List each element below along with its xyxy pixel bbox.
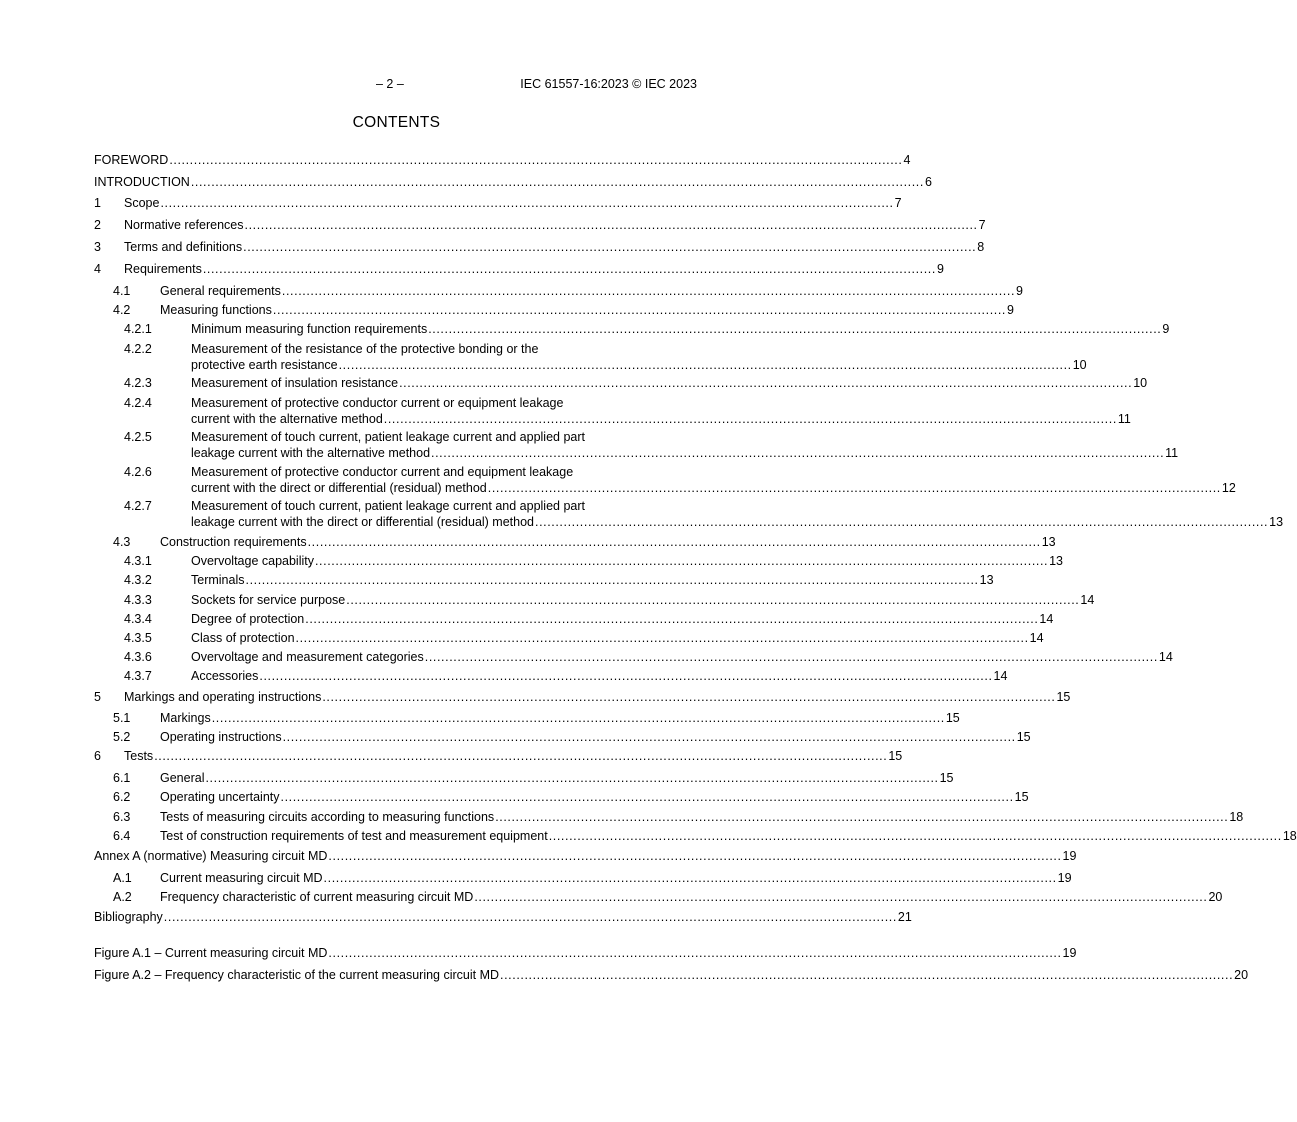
toc-entry-number: 4.2 [113, 303, 131, 317]
toc-entry-number: 4.2.4 [124, 396, 152, 410]
toc-entry-title: Scope [124, 196, 160, 210]
toc-entry-title: current with the direct or differential (residual) method [191, 481, 487, 495]
toc-entry-number: A.1 [113, 871, 132, 885]
toc-entry-title: Terminals [191, 573, 245, 587]
toc-entry-number: 6.2 [113, 790, 131, 804]
toc-entry-title: Construction requirements [160, 535, 307, 549]
toc-entry-title: Sockets for service purpose [191, 593, 346, 607]
toc-entry-page: 9 [1162, 322, 1170, 336]
toc-entry-title: Terms and definitions [124, 240, 243, 254]
dot-leader: .................................................................................................................................................................................... [169, 153, 903, 167]
toc-entry-title: leakage current with the alternative method [191, 446, 431, 460]
toc-entry-page: 11 [1117, 412, 1131, 426]
toc-entry[interactable] [94, 810, 1244, 826]
toc-entry-title: Measurement of touch current, patient leakage current and applied part [191, 430, 585, 444]
toc-entry-title: Bibliography [94, 910, 163, 924]
toc-entry[interactable] [94, 593, 1095, 609]
toc-entry[interactable] [94, 612, 1054, 628]
toc-entry[interactable] [94, 196, 902, 212]
dot-leader: .................................................................................................................................................................................... [328, 946, 1062, 960]
toc-entry-number: 5 [94, 690, 101, 704]
toc-entry-page: 18 [1229, 810, 1244, 824]
toc-entry[interactable] [94, 790, 1029, 806]
toc-entry-page: 6 [924, 175, 932, 189]
dot-leader: .................................................................................................................................................................................... [259, 669, 993, 683]
toc-entry-number: 4.2.3 [124, 376, 152, 390]
toc-entry-title: Requirements [124, 262, 202, 276]
dot-leader: .................................................................................................................................................................................... [245, 573, 979, 587]
toc-entry[interactable] [94, 554, 1064, 570]
toc-entry-page: 9 [1016, 284, 1023, 298]
toc-entry[interactable] [94, 669, 1008, 685]
toc-entry-number: 4.3.2 [124, 573, 152, 587]
toc-entry-page: 15 [945, 711, 960, 725]
toc-entry-number: 6.1 [113, 771, 131, 785]
toc-entry-title: Markings and operating instructions [124, 690, 322, 704]
dot-leader: .................................................................................................................................................................................... [431, 446, 1165, 460]
toc-entry[interactable] [94, 631, 1044, 647]
toc-entry[interactable] [94, 218, 986, 234]
toc-entry-page: 7 [894, 196, 902, 210]
toc-entry-page: 12 [1221, 481, 1236, 495]
dot-leader: .................................................................................................................................................................................... [500, 968, 1234, 982]
toc-entry-title: Operating uncertainty [160, 790, 280, 804]
dot-leader: .................................................................................................................................................................................... [305, 612, 1039, 626]
toc-entry[interactable] [94, 890, 1223, 906]
toc-entry[interactable] [94, 284, 1023, 300]
dot-leader: .................................................................................................................................................................................... [244, 218, 978, 232]
toc-entry[interactable] [94, 749, 903, 765]
toc-entry-number: 2 [94, 218, 101, 232]
toc-entry-page: 9 [936, 262, 944, 276]
toc-entry-title: Markings [160, 711, 211, 725]
toc-entry[interactable] [94, 240, 985, 256]
toc-entry-page: 7 [978, 218, 986, 232]
toc-entry-title: Measurement of insulation resistance [191, 376, 399, 390]
toc-entry-page: 14 [993, 669, 1008, 683]
toc-entry[interactable] [94, 730, 1031, 746]
toc-entry-number: 4.2.6 [124, 465, 152, 479]
toc-entry-number: 4.3.4 [124, 612, 152, 626]
toc-entry[interactable] [94, 303, 1014, 319]
toc-entry[interactable] [94, 376, 1148, 392]
toc-entry[interactable] [94, 910, 912, 926]
toc-entry-number: 4.3 [113, 535, 131, 549]
dot-leader: .................................................................................................................................................................................... [322, 690, 1056, 704]
toc-entry[interactable] [94, 396, 1131, 428]
dot-leader: .................................................................................................................................................................................... [548, 829, 1282, 843]
toc-entry-number: 4.3.6 [124, 650, 152, 664]
toc-entry-page: 19 [1062, 849, 1077, 863]
toc-entry[interactable] [94, 690, 1071, 706]
toc-entry-title: Minimum measuring function requirements [191, 322, 428, 336]
toc-entry[interactable] [94, 262, 944, 278]
toc-entry-page: 11 [1165, 446, 1179, 460]
dot-leader: .................................................................................................................................................................................... [281, 284, 1016, 298]
toc-entry-number: 4.2.2 [124, 342, 152, 356]
toc-entry[interactable] [94, 711, 960, 727]
page-header [0, 77, 793, 93]
toc-entry-page: 4 [903, 153, 911, 167]
toc-entry-title: Normative references [124, 218, 244, 232]
dot-leader: .................................................................................................................................................................................... [202, 262, 936, 276]
dot-leader: .................................................................................................................................................................................... [535, 515, 1269, 529]
toc-entry-page: 10 [1072, 358, 1087, 372]
toc-entry-page: 19 [1062, 946, 1077, 960]
toc-entry-page: 9 [1007, 303, 1014, 317]
dot-leader: .................................................................................................................................................................................... [190, 175, 924, 189]
toc-entry-title: Overvoltage capability [191, 554, 314, 568]
toc-entry[interactable] [94, 342, 1087, 374]
toc-entry-title: FOREWORD [94, 153, 169, 167]
toc-entry[interactable] [94, 175, 932, 191]
toc-entry[interactable] [94, 153, 911, 169]
dot-leader: .................................................................................................................................................................................... [272, 303, 1006, 317]
toc-entry[interactable] [94, 322, 1170, 338]
dot-leader: .................................................................................................................................................................................... [323, 871, 1057, 885]
dot-leader: .................................................................................................................................................................................... [154, 749, 888, 763]
toc-entry-page: 14 [1039, 612, 1054, 626]
toc-entry-page: 13 [1049, 554, 1064, 568]
toc-entry-page: 15 [1016, 730, 1031, 744]
toc-entry-number: 4.3.3 [124, 593, 152, 607]
toc-entry[interactable] [94, 650, 1173, 666]
toc-entry-page: 14 [1029, 631, 1044, 645]
toc-entry-page: 10 [1133, 376, 1148, 390]
toc-entry-number: 4.2.5 [124, 430, 152, 444]
toc-entry-title: protective earth resistance [191, 358, 338, 372]
toc-entry-number: 5.1 [113, 711, 131, 725]
toc-entry-page: 20 [1208, 890, 1223, 904]
toc-entry-number: 5.2 [113, 730, 131, 744]
toc-entry-title: General requirements [160, 284, 281, 298]
toc-entry-title: Measurement of touch current, patient leakage current and applied part [191, 499, 585, 513]
dot-leader: .................................................................................................................................................................................... [205, 771, 939, 785]
toc-entry-title: Tests [124, 749, 154, 763]
toc-entry-page: 14 [1158, 650, 1173, 664]
dot-leader: .................................................................................................................................................................................... [282, 730, 1016, 744]
toc-entry-number: 4 [94, 262, 101, 276]
toc-entry-number: 4.1 [113, 284, 131, 298]
toc-entry-number: 4.2.7 [124, 499, 152, 513]
toc-entry-page: 14 [1080, 593, 1095, 607]
toc-entry-number: 4.2.1 [124, 322, 152, 336]
toc-entry-page: 15 [1056, 690, 1071, 704]
document-reference: IEC 61557-16:2023 © IEC 2023 [520, 77, 697, 91]
toc-entry-number: 1 [94, 196, 101, 210]
toc-entry[interactable] [94, 499, 1284, 531]
toc-entry-page: 18 [1282, 829, 1297, 843]
dot-leader: .................................................................................................................................................................................... [495, 810, 1229, 824]
toc-entry-title: Measuring functions [160, 303, 272, 317]
toc-entry-title: Measurement of protective conductor current and equipment leakage [191, 465, 574, 479]
toc-entry-title: Current measuring circuit MD [160, 871, 323, 885]
dot-leader: .................................................................................................................................................................................... [487, 481, 1221, 495]
toc-entry-number: 4.3.5 [124, 631, 152, 645]
toc-entry-title: leakage current with the direct or differential (residual) method [191, 515, 534, 529]
toc-entry-title: Measurement of the resistance of the protective bonding or the [191, 342, 539, 356]
dot-leader: .................................................................................................................................................................................... [328, 849, 1062, 863]
toc-entry-title: Overvoltage and measurement categories [191, 650, 424, 664]
toc-entry-title: INTRODUCTION [94, 175, 190, 189]
toc-entry-title: General [160, 771, 205, 785]
toc-entry-number: 6.4 [113, 829, 131, 843]
dot-leader: .................................................................................................................................................................................... [424, 650, 1158, 664]
toc-entry-page: 21 [897, 910, 912, 924]
toc-entry[interactable] [94, 871, 1072, 887]
toc-entry-page: 8 [977, 240, 985, 254]
dot-leader: .................................................................................................................................................................................... [160, 196, 894, 210]
dot-leader: .................................................................................................................................................................................... [243, 240, 977, 254]
dot-leader: .................................................................................................................................................................................... [307, 535, 1041, 549]
page-number: – 2 – [376, 77, 404, 91]
toc-entry-page: 13 [1269, 515, 1284, 529]
toc-entry-title: Annex A (normative) Measuring circuit MD [94, 849, 328, 863]
toc-entry[interactable] [94, 573, 994, 589]
toc-entry-page: 15 [888, 749, 903, 763]
dot-leader: .................................................................................................................................................................................... [163, 910, 897, 924]
toc-entry[interactable] [94, 771, 954, 787]
dot-leader: .................................................................................................................................................................................... [474, 890, 1208, 904]
page-title: CONTENTS [352, 114, 441, 131]
toc-entry-title: Class of protection [191, 631, 295, 645]
toc-entry[interactable] [94, 430, 1179, 462]
toc-entry-number: 3 [94, 240, 101, 254]
dot-leader: .................................................................................................................................................................................... [314, 554, 1049, 568]
toc-entry[interactable] [94, 829, 1297, 845]
toc-entry-title: Frequency characteristic of current measuring circuit MD [160, 890, 474, 904]
toc-entry[interactable] [94, 946, 1077, 962]
toc-entry-title: Accessories [191, 669, 259, 683]
toc-entry-number: 4.3.7 [124, 669, 152, 683]
toc-entry-page: 15 [1014, 790, 1029, 804]
toc-entry-title: Degree of protection [191, 612, 305, 626]
dot-leader: .................................................................................................................................................................................... [295, 631, 1029, 645]
toc-entry-page: 19 [1057, 871, 1072, 885]
toc-entry-title: Figure A.1 – Current measuring circuit MD [94, 946, 328, 960]
toc-entry-title: Operating instructions [160, 730, 282, 744]
toc-entry-page: 13 [1041, 535, 1056, 549]
toc-entry-title: Figure A.2 – Frequency characteristic of the current measuring circuit MD [94, 968, 500, 982]
toc-entry-title: Tests of measuring circuits according to measuring functions [160, 810, 495, 824]
dot-leader: .................................................................................................................................................................................... [428, 322, 1162, 336]
toc-entry-title: Test of construction requirements of test and measurement equipment [160, 829, 548, 843]
toc-entry[interactable] [94, 465, 1236, 497]
dot-leader: .................................................................................................................................................................................... [211, 711, 945, 725]
toc-entry-number: A.2 [113, 890, 132, 904]
toc-entry-number: 4.3.1 [124, 554, 152, 568]
toc-entry[interactable] [94, 968, 1249, 984]
toc-entry-page: 15 [939, 771, 954, 785]
dot-leader: .................................................................................................................................................................................... [346, 593, 1080, 607]
toc-entry[interactable] [94, 535, 1056, 551]
toc-entry-page: 13 [979, 573, 994, 587]
toc-entry[interactable] [94, 849, 1077, 865]
dot-leader: .................................................................................................................................................................................... [399, 376, 1133, 390]
toc-entry-page: 20 [1234, 968, 1249, 982]
dot-leader: .................................................................................................................................................................................... [280, 790, 1014, 804]
toc-entry-title: Measurement of protective conductor current or equipment leakage [191, 396, 564, 410]
toc-entry-title: current with the alternative method [191, 412, 383, 426]
dot-leader: .................................................................................................................................................................................... [383, 412, 1117, 426]
toc-entry-number: 6.3 [113, 810, 131, 824]
dot-leader: .................................................................................................................................................................................... [338, 358, 1072, 372]
toc-entry-number: 6 [94, 749, 101, 763]
